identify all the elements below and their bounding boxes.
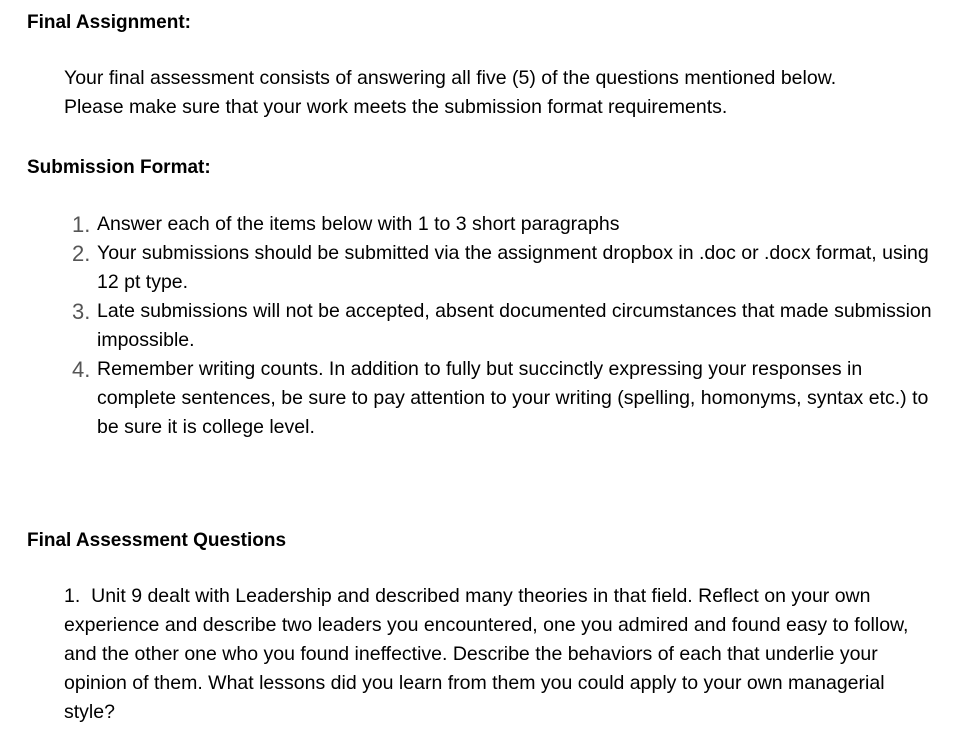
list-item-text: Remember writing counts. In addition to fully but succinctly expressing your responses in complete sentences, be sure to pay attention to your writing (spelling, homonyms, syntax etc.) to be sure it is college level. [97,358,929,438]
question-text: Unit 9 dealt with Leadership and described many theories in that field. Reflect on your own experience and describe two leaders you encountered, one you admired and found easy to follow, and the other one who you found ineffective. Describe the behaviors of each that underlie your opinion of them. What lessons did you learn from them you could apply to your own managerial style? [64,585,909,723]
intro-line-2: Please make sure that your work meets the submission format requirements. [64,96,728,118]
submission-format-heading: Submission Format: [27,157,211,178]
list-item-text: Answer each of the items below with 1 to 3 short paragraphs [97,213,620,235]
final-assessment-questions-heading: Final Assessment Questions [27,530,287,551]
question-1 [64,582,934,727]
list-item [64,239,944,297]
question-number: 1. [64,585,81,607]
final-assignment-heading: Final Assignment: [27,12,191,33]
list-item [64,355,944,442]
intro-line-1: Your final assessment consists of answering all five (5) of the questions mentioned below. [64,67,837,89]
submission-format-list [64,210,944,442]
list-item [64,297,944,355]
intro-paragraph [64,64,944,122]
list-item-number: 4. [72,357,91,382]
list-item-text: Your submissions should be submitted via the assignment dropbox in .doc or .docx format, using 12 pt type. [97,242,929,293]
list-item [64,210,944,239]
list-item-text: Late submissions will not be accepted, absent documented circumstances that made submission impossible. [97,300,932,351]
list-item-number: 3. [72,299,91,324]
list-item-number: 2. [72,241,91,266]
list-item-number: 1. [72,212,91,237]
